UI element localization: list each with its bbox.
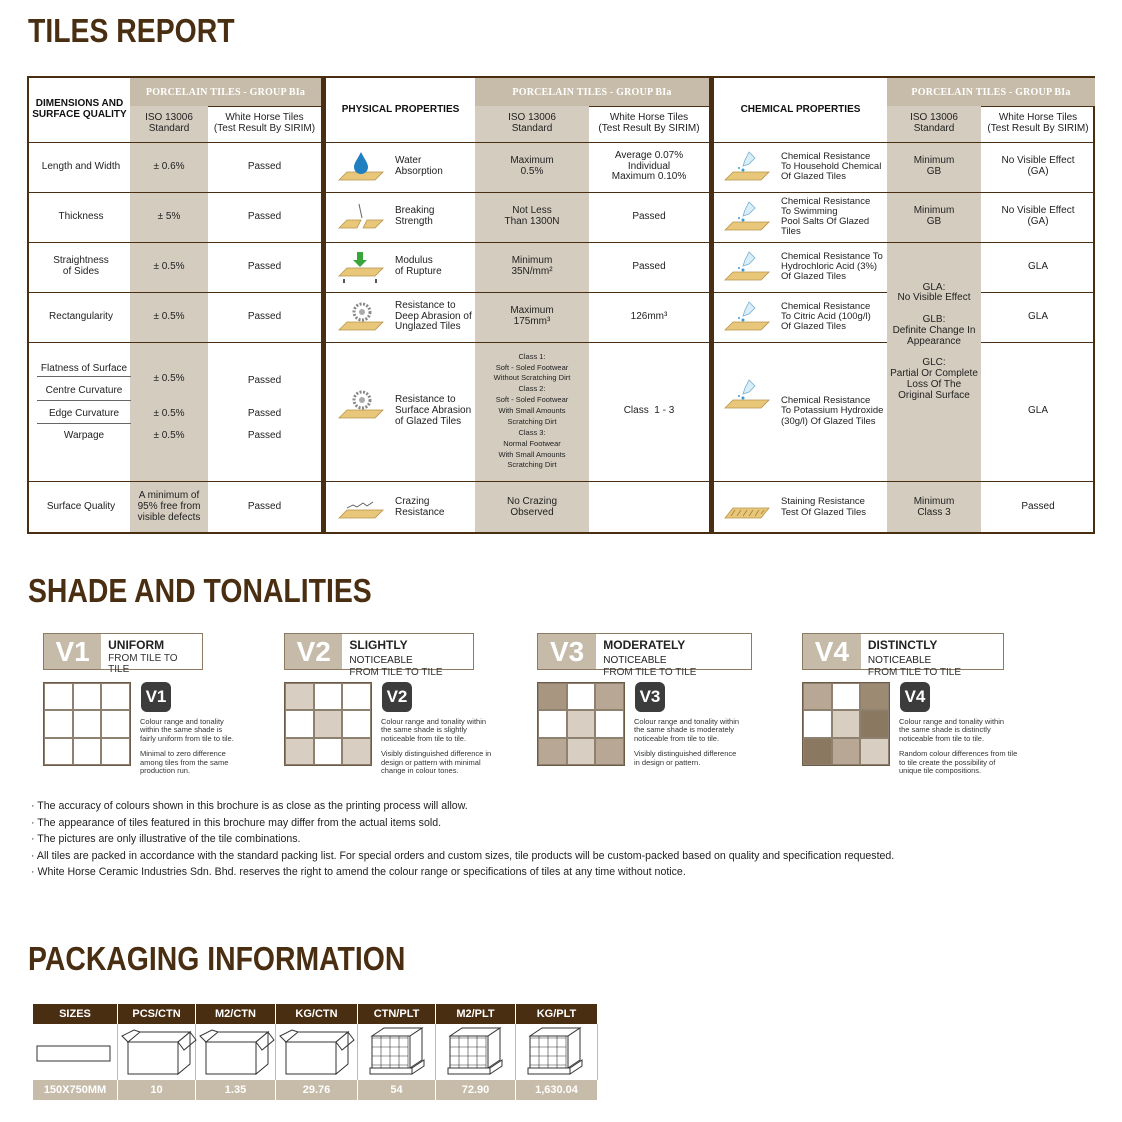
abrasion-disc-icon [337, 388, 385, 422]
shade-tile [860, 738, 889, 765]
phys-row-result: Passed [632, 260, 666, 272]
tiles-report-table [27, 76, 1095, 534]
chem-row-label: Chemical Resistance To Citric Acid (100g/l) Of Glazed Tiles [781, 300, 871, 333]
shade-text [861, 634, 1003, 678]
phys-row-iso: Not Less Than 1300N [504, 205, 560, 227]
edge-curvature-result: Passed [247, 407, 282, 419]
note-line: · All tiles are packed in accordance with the standard packing list. For special orders and custom sizes, tile products will be custom-packed based on quality and specification requested. [31, 849, 895, 862]
phys-row-iso: Minimum 35N/mm² [511, 255, 553, 277]
phys-group-band: PORCELAIN TILES - GROUP BIa [475, 78, 709, 106]
shade-tile [538, 683, 567, 710]
dim-row-result: Passed [247, 210, 282, 222]
carton-box-icon [118, 1024, 196, 1080]
edge-curvature-iso: ± 0.5% [153, 407, 185, 419]
chem-row-result: GLA [1027, 260, 1048, 272]
shade-tile [73, 738, 102, 765]
shade-badge: V1 [141, 682, 171, 712]
pack-header: KG/PLT [516, 1004, 598, 1024]
warpage-result: Passed [247, 429, 282, 441]
shade-subtitle: FROM TILE TO TILE [108, 653, 178, 675]
shade-tile [567, 738, 596, 765]
water-drop-icon [337, 150, 385, 184]
phys-row-label: Modulus of Rupture [395, 255, 442, 277]
shade-desc1: Colour range and tonality within the same shade is distinctly noticeable from tile to tile. [899, 717, 1005, 743]
shade-title [868, 638, 995, 666]
phys-result-header: White Horse Tiles (Test Result By SIRIM) [598, 112, 700, 134]
shade-tile [314, 683, 343, 710]
chem-row-result: No Visible Effect (GA) [1001, 155, 1075, 177]
dim-result-header: White Horse Tiles (Test Result By SIRIM) [213, 112, 316, 134]
shade-tile [44, 683, 73, 710]
dim-row-label: Length and Width [41, 160, 121, 172]
chem-row-iso: Minimum GB [913, 155, 955, 177]
shade-description [634, 718, 764, 767]
chem-title: CHEMICAL PROPERTIES [740, 103, 861, 115]
pack-value: 1,630.04 [516, 1080, 598, 1100]
shade-tile [832, 710, 861, 737]
pack-value: 150X750MM [33, 1080, 118, 1100]
shade-code: V3 [538, 634, 596, 669]
chemical-flask-icon [723, 150, 771, 184]
shade-code: V1 [44, 634, 101, 669]
shade-tile [101, 683, 130, 710]
shade-word2: NOTICEABLE [603, 655, 667, 666]
shade-tile [314, 710, 343, 737]
shade-desc2: Visibly distinguished difference in design or pattern with minimal change in colour tones. [381, 749, 492, 775]
chemical-flask-icon [723, 200, 771, 234]
dim-row-label: Rectangularity [49, 310, 113, 322]
tile-outline-icon [33, 1024, 118, 1080]
chem-row-label: Staining Resistance Test Of Glazed Tiles [781, 496, 867, 518]
chemical-flask-icon [723, 378, 771, 412]
shade-desc1: Colour range and tonality within the same shade is fairly uniform from tile to tile. [140, 717, 234, 743]
chem-result-header: White Horse Tiles (Test Result By SIRIM) [987, 112, 1089, 134]
shade-code: V4 [803, 634, 861, 669]
shade-tile [803, 683, 832, 710]
tiles-report-heading: TILES REPORT [28, 12, 235, 49]
dim-row-label: Thickness [58, 210, 104, 222]
shade-description [381, 718, 511, 775]
dim-row-iso: ± 0.5% [153, 260, 185, 272]
phys-row-result [589, 481, 709, 534]
pallet-icon [358, 1024, 436, 1080]
shade-tile [285, 683, 314, 710]
shade-description [140, 718, 270, 775]
pack-value: 29.76 [276, 1080, 358, 1100]
shade-description [899, 718, 1029, 775]
shade-subtitle: FROM TILE TO TILE [867, 667, 962, 678]
shade-subtitle: FROM TILE TO TILE [349, 667, 443, 678]
shade-tile [342, 683, 371, 710]
phys-title: PHYSICAL PROPERTIES [341, 103, 460, 115]
shade-heading: SHADE AND TONALITIES [28, 572, 372, 609]
shade-desc1: Colour range and tonality within the same shade is moderately noticeable from tile to tile. [634, 717, 740, 743]
shade-word: DISTINCTLY [867, 638, 938, 652]
edge-curvature-label: Edge Curvature [48, 407, 120, 419]
shade-tile [342, 710, 371, 737]
shade-tile [832, 738, 861, 765]
pack-value: 10 [118, 1080, 196, 1100]
phys-row-result: Passed [632, 210, 666, 222]
phys-row-iso: Maximum 0.5% [510, 155, 554, 177]
shade-title [349, 638, 465, 666]
shade-subtitle: FROM TILE TO TILE [603, 667, 697, 678]
shade-tile [285, 710, 314, 737]
phys-row-label: Crazing Resistance [395, 495, 445, 518]
shade-tile [860, 710, 889, 737]
shade-tile [595, 738, 624, 765]
shade-tile [44, 738, 73, 765]
chem-row-label: Chemical Resistance To Swimming Pool Salts Of Glazed Tiles [781, 195, 871, 238]
shade-tile [101, 710, 130, 737]
abrasion-disc-icon [337, 300, 385, 334]
shade-tile [73, 683, 102, 710]
pack-header: SIZES [33, 1004, 118, 1024]
pressure-arrow-icon [337, 250, 385, 284]
chem-row-iso: Minimum GB [913, 205, 955, 227]
warpage-label: Warpage [63, 429, 105, 441]
shade-code: V2 [285, 634, 342, 669]
dim-row-result: Passed [247, 310, 282, 322]
shade-word: UNIFORM [108, 638, 165, 652]
pack-header: M2/PLT [436, 1004, 516, 1024]
crazing-tile-icon [337, 490, 385, 524]
dim-row-iso: ± 0.5% [153, 310, 185, 322]
shade-word: SLIGHTLY [349, 638, 408, 652]
carton-box-icon [196, 1024, 276, 1080]
shade-label-v4 [802, 633, 1004, 678]
flatness-iso: ± 0.5% [153, 372, 185, 384]
note-line: · The pictures are only illustrative of the tile combinations. [31, 833, 301, 845]
note-line: · The appearance of tiles featured in this brochure may differ from the actual items sold. [31, 816, 442, 829]
phys-row-iso: Class 1: Soft - Soled Footwear Without Scratching Dirt Class 2: Soft - Soled Footwear With Small Amounts Scratching Dirt Class 3: Normal Footwear With Small Amounts Scratching Dirt [493, 351, 571, 470]
pack-header: PCS/CTN [118, 1004, 196, 1024]
notes-list [31, 798, 894, 881]
note-line: · The accuracy of colours shown in this brochure is as close as the printing process will allow. [31, 800, 468, 812]
shade-word2: NOTICEABLE [867, 655, 932, 666]
shade-tile-grid [43, 682, 131, 766]
shade-tile [860, 683, 889, 710]
warpage-iso: ± 0.5% [153, 429, 185, 441]
phys-row-label: Resistance to Surface Abrasion of Glazed Tiles [395, 394, 472, 427]
phys-row-result: 126mm³ [630, 310, 668, 322]
chem-row-iso: Minimum Class 3 [913, 495, 955, 518]
chem-merged-iso: GLA: No Visible Effect GLB: Definite Change In Appearance GLC: Partial Or Complete Loss Of The Original Surface [890, 281, 978, 401]
shade-badge: V4 [900, 682, 930, 712]
dim-row-iso: ± 0.6% [153, 160, 185, 172]
dim-row-result: Passed [247, 160, 282, 172]
dim-row-label: Straightness of Sides [53, 255, 109, 277]
shade-tile [314, 738, 343, 765]
phys-row-label: Breaking Strength [395, 205, 435, 227]
packaging-heading: PACKAGING INFORMATION [28, 940, 406, 977]
shade-tile [73, 710, 102, 737]
surface-quality-result: Passed [247, 501, 282, 513]
chemical-flask-icon [723, 250, 771, 284]
phys-row-label: Water Absorption [395, 155, 443, 177]
chem-row-label: Chemical Resistance To Potassium Hydroxide (30g/l) Of Glazed Tiles [781, 395, 884, 427]
pallet-icon [436, 1024, 516, 1080]
pack-header: M2/CTN [196, 1004, 276, 1024]
shade-tile-grid [537, 682, 625, 766]
shade-tile [342, 738, 371, 765]
surface-quality-label: Surface Quality [46, 501, 116, 513]
dim-row-result: Passed [247, 260, 282, 272]
shade-label-v3 [537, 633, 752, 678]
broken-tile-icon [337, 200, 385, 234]
dim-iso-header: ISO 13006 Standard [145, 112, 193, 134]
shade-title [108, 638, 194, 652]
phys-row-label: Resistance to Deep Abrasion of Unglazed Tiles [395, 299, 472, 333]
shade-tile [567, 683, 596, 710]
shade-text [342, 634, 473, 678]
carton-box-icon [276, 1024, 358, 1080]
chem-row-result: GLA [1027, 310, 1048, 322]
shade-tile-grid [802, 682, 890, 766]
shade-tile [595, 710, 624, 737]
shade-title [603, 638, 743, 666]
shade-label-v1 [43, 633, 203, 675]
shade-desc2: Random colour differences from tile to tile create the possibility of unique tile compositions. [899, 749, 1018, 775]
shade-tile-grid [284, 682, 372, 766]
chem-iso-header: ISO 13006 Standard [910, 112, 958, 134]
chem-row-result: Passed [1021, 501, 1055, 513]
shade-tile [595, 683, 624, 710]
pack-value: 1.35 [196, 1080, 276, 1100]
shade-tile [803, 710, 832, 737]
phys-row-result: Class 1 - 3 [623, 405, 675, 417]
chem-group-band: PORCELAIN TILES - GROUP BIa [887, 78, 1095, 106]
shade-word2: NOTICEABLE [349, 655, 413, 666]
shade-word: MODERATELY [603, 638, 686, 652]
chem-row-result: GLA [1027, 405, 1048, 417]
surface-quality-iso: A minimum of 95% free from visible defects [137, 490, 201, 523]
phys-row-iso: No Crazing Observed [506, 495, 558, 518]
dim-title: DIMENSIONS AND SURFACE QUALITY [32, 98, 127, 120]
shade-tile [538, 738, 567, 765]
centre-curvature-label: Centre Curvature [45, 384, 123, 396]
shade-desc1: Colour range and tonality within the same shade is slightly noticeable from tile to tile. [381, 717, 487, 743]
shade-tile [803, 738, 832, 765]
shade-desc2: Visibly distinguished difference in design or pattern. [634, 749, 737, 767]
pack-header: KG/CTN [276, 1004, 358, 1024]
shade-tile [285, 738, 314, 765]
shade-tile [832, 683, 861, 710]
packaging-table [33, 1004, 598, 1100]
shade-text [596, 634, 751, 678]
chem-row-label: Chemical Resistance To Household Chemical Of Glazed Tiles [781, 150, 882, 183]
pallet-icon [516, 1024, 598, 1080]
pack-value: 54 [358, 1080, 436, 1100]
chem-row-result: No Visible Effect (GA) [1001, 205, 1075, 227]
shade-tile [567, 710, 596, 737]
note-line: · White Horse Ceramic Industries Sdn. Bhd. reserves the right to amend the colour range or specifications of tiles at any time without notice. [31, 866, 686, 878]
shade-label-v2 [284, 633, 474, 678]
shade-badge: V3 [635, 682, 665, 712]
chem-row-label: Chemical Resistance To Hydrochloric Acid (3%) Of Glazed Tiles [781, 250, 883, 283]
shade-text [101, 634, 202, 675]
shade-tile [101, 738, 130, 765]
dim-group-band: PORCELAIN TILES - GROUP BIa [130, 78, 321, 106]
shade-badge: V2 [382, 682, 412, 712]
flatness-label: Flatness of Surface [40, 362, 128, 374]
shade-desc2: Minimal to zero difference among tiles from the same production run. [140, 749, 229, 775]
phys-iso-header: ISO 13006 Standard [508, 112, 556, 134]
phys-row-iso: Maximum 175mm³ [510, 305, 554, 327]
flatness-result: Passed [247, 374, 282, 386]
pack-header: CTN/PLT [358, 1004, 436, 1024]
shade-tile [538, 710, 567, 737]
pack-value: 72.90 [436, 1080, 516, 1100]
dim-row-iso: ± 5% [157, 210, 181, 222]
shade-tile [44, 710, 73, 737]
staining-tile-icon [723, 490, 771, 524]
phys-row-result: Average 0.07% Individual Maximum 0.10% [611, 149, 687, 183]
chemical-flask-icon [723, 300, 771, 334]
